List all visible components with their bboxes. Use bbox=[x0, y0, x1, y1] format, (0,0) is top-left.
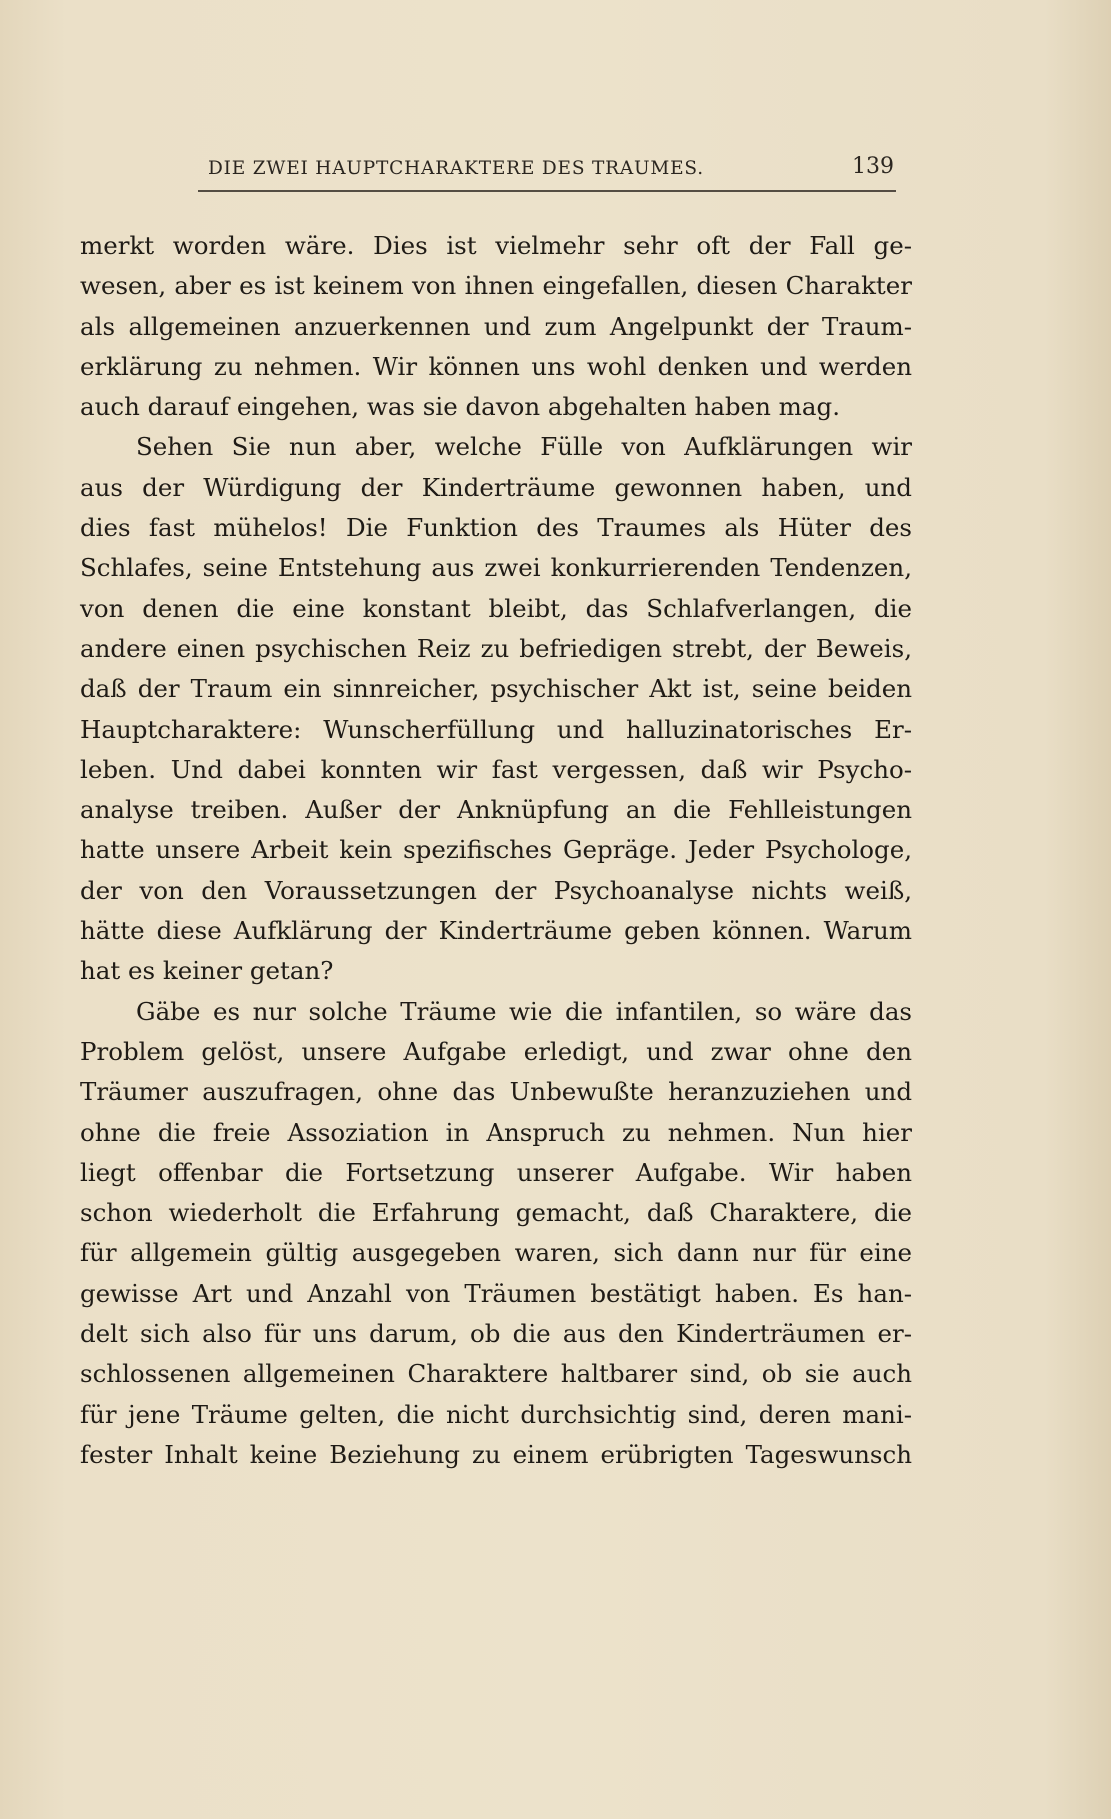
text-line: von denen die eine konstant bleibt, das Schlafverlangen, die bbox=[80, 593, 912, 623]
text-line: hat es keiner getan? bbox=[80, 956, 334, 986]
text-line: auch darauf eingehen, was sie davon abgehalten haben mag. bbox=[80, 392, 840, 422]
text-line: für allgemein gültig ausgegeben waren, sich dann nur für eine bbox=[80, 1238, 912, 1268]
header-rule bbox=[198, 190, 896, 192]
page-number: 139 bbox=[852, 154, 894, 179]
text-line: wesen, aber es ist keinem von ihnen eingefallen, diesen Charakter bbox=[80, 271, 912, 301]
text-line: dies fast mühelos! Die Funktion des Traumes als Hüter des bbox=[80, 513, 912, 543]
text-line: Hauptcharaktere: Wunscherfüllung und halluzinatorisches Er- bbox=[80, 714, 912, 744]
text-line: Schlafes, seine Entstehung aus zwei konkurrierenden Tendenzen, bbox=[80, 553, 912, 583]
text-line: schon wiederholt die Erfahrung gemacht, daß Charaktere, die bbox=[80, 1198, 912, 1228]
text-line: analyse treiben. Außer der Anknüpfung an die Fehlleistungen bbox=[80, 795, 912, 825]
text-line: aus der Würdigung der Kinderträume gewonnen haben, und bbox=[80, 472, 912, 502]
text-line: ohne die freie Assoziation in Anspruch zu nehmen. Nun hier bbox=[80, 1117, 912, 1147]
text-line: als allgemeinen anzuerkennen und zum Angelpunkt der Traum- bbox=[80, 311, 912, 341]
text-line: für jene Träume gelten, die nicht durchsichtig sind, deren mani- bbox=[80, 1399, 912, 1429]
text-line: merkt worden wäre. Dies ist vielmehr sehr oft der Fall ge- bbox=[80, 231, 912, 260]
text-line: schlossenen allgemeinen Charaktere haltbarer sind, ob sie auch bbox=[80, 1359, 912, 1389]
text-line: leben. Und dabei konnten wir fast vergessen, daß wir Psycho- bbox=[80, 754, 912, 784]
text-line: Träumer auszufragen, ohne das Unbewußte heranzuziehen und bbox=[80, 1077, 912, 1107]
text-line: hätte diese Aufklärung der Kinderträume geben können. Warum bbox=[80, 916, 912, 946]
running-head bbox=[208, 150, 894, 190]
body-text bbox=[80, 226, 912, 1475]
text-line: Gäbe es nur solche Träume wie die infantilen, so wäre das bbox=[136, 996, 912, 1026]
text-line: erklärung zu nehmen. Wir können uns wohl denken und werden bbox=[80, 351, 912, 381]
text-line: fester Inhalt keine Beziehung zu einem erübrigten Tageswunsch bbox=[80, 1439, 912, 1469]
running-title: DIE ZWEI HAUPTCHARAKTERE DES TRAUMES. bbox=[208, 158, 704, 179]
text-line: liegt offenbar die Fortsetzung unserer Aufgabe. Wir haben bbox=[80, 1157, 912, 1187]
text-line: daß der Traum ein sinnreicher, psychischer Akt ist, seine beiden bbox=[80, 674, 912, 704]
text-line: hatte unsere Arbeit kein spezifisches Gepräge. Jeder Psychologe, bbox=[80, 835, 912, 865]
text-line: delt sich also für uns darum, ob die aus den Kinderträumen er- bbox=[80, 1319, 912, 1349]
text-line: andere einen psychischen Reiz zu befriedigen strebt, der Beweis, bbox=[80, 633, 912, 663]
text-line: der von den Voraussetzungen der Psychoanalyse nichts weiß, bbox=[80, 875, 912, 905]
text-line: Problem gelöst, unsere Aufgabe erledigt, und zwar ohne den bbox=[80, 1036, 912, 1066]
text-line: gewisse Art und Anzahl von Träumen bestätigt haben. Es han- bbox=[80, 1278, 912, 1308]
text-line: Sehen Sie nun aber, welche Fülle von Aufklärungen wir bbox=[136, 432, 912, 462]
